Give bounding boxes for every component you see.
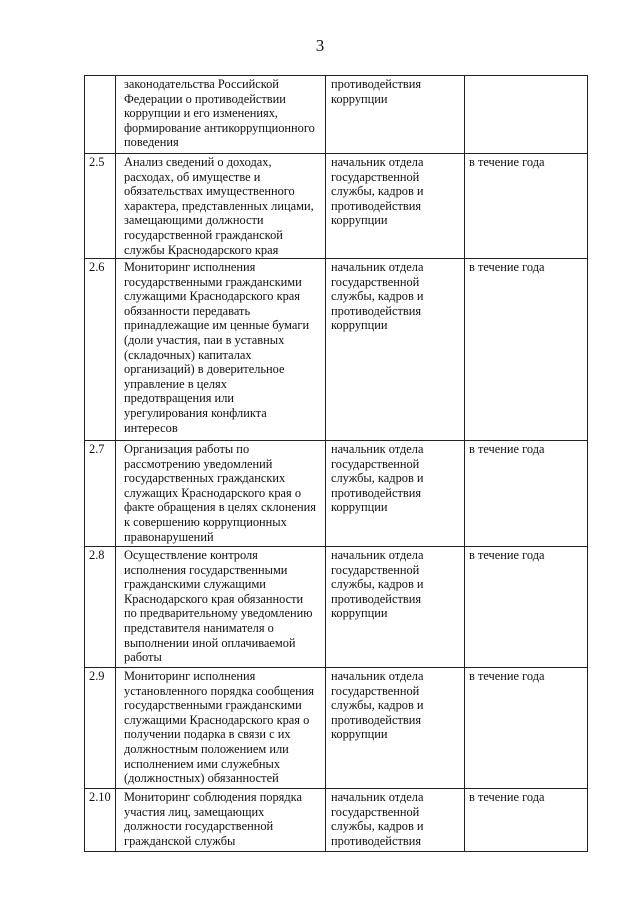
event-cell: Осуществление контроля исполнения государственными гражданскими служащими Краснодарского края обязанности по предварительному уведомлению представителя нанимателя о выполнении иной оплачиваемой работы <box>116 547 326 668</box>
anticorruption-plan-table <box>84 75 588 852</box>
term-cell: в течение года <box>465 789 588 852</box>
event-cell: Мониторинг исполнения государственными гражданскими служащими Краснодарского края обязанности передавать принадлежащие им ценные бумаги (доли участия, паи в уставных (складочных) капиталах организаций) в доверительное управление в целях предотвращения или урегулирования конфликта интересов <box>116 259 326 441</box>
table-row <box>85 259 588 441</box>
item-number-cell: 2.9 <box>85 668 116 789</box>
responsible-cell: противодействия коррупции <box>326 76 465 154</box>
event-cell: законодательства Российской Федерации о противодействии коррупции и его изменениях, формирование антикоррупционного поведения <box>116 76 326 154</box>
term-cell: в течение года <box>465 668 588 789</box>
table-row <box>85 76 588 154</box>
table-row <box>85 441 588 547</box>
term-cell: в течение года <box>465 259 588 441</box>
item-number-cell: 2.8 <box>85 547 116 668</box>
table-row <box>85 154 588 259</box>
responsible-cell: начальник отдела государственной службы, кадров и противодействия коррупции <box>326 441 465 547</box>
event-cell: Мониторинг соблюдения порядка участия лиц, замещающих должности государственной гражданской службы <box>116 789 326 852</box>
item-number-cell: 2.6 <box>85 259 116 441</box>
table-row <box>85 789 588 852</box>
term-cell: в течение года <box>465 154 588 259</box>
responsible-cell: начальник отдела государственной службы, кадров и противодействия коррупции <box>326 547 465 668</box>
term-cell <box>465 76 588 154</box>
responsible-cell: начальник отдела государственной службы, кадров и противодействия <box>326 789 465 852</box>
page-number: 3 <box>315 36 325 55</box>
term-cell: в течение года <box>465 547 588 668</box>
event-cell: Анализ сведений о доходах, расходах, об имуществе и обязательствах имущественного характера, представленных лицами, замещающими должности государственной гражданской службы Краснодарского края <box>116 154 326 259</box>
responsible-cell: начальник отдела государственной службы, кадров и противодействия коррупции <box>326 154 465 259</box>
responsible-cell: начальник отдела государственной службы, кадров и противодействия коррупции <box>326 668 465 789</box>
event-cell: Мониторинг исполнения установленного порядка сообщения государственными гражданскими служащими Краснодарского края о получении подарка в связи с их должностным положением или исполнением ими служебных (должностных) обязанностей <box>116 668 326 789</box>
item-number-cell: 2.10 <box>85 789 116 852</box>
item-number-cell: 2.7 <box>85 441 116 547</box>
item-number-cell: 2.5 <box>85 154 116 259</box>
table-row <box>85 547 588 668</box>
item-number-cell <box>85 76 116 154</box>
table-row <box>85 668 588 789</box>
term-cell: в течение года <box>465 441 588 547</box>
event-cell: Организация работы по рассмотрению уведомлений государственных гражданских служащих Краснодарского края о факте обращения в целях склонения к совершению коррупционных правонарушений <box>116 441 326 547</box>
responsible-cell: начальник отдела государственной службы, кадров и противодействия коррупции <box>326 259 465 441</box>
